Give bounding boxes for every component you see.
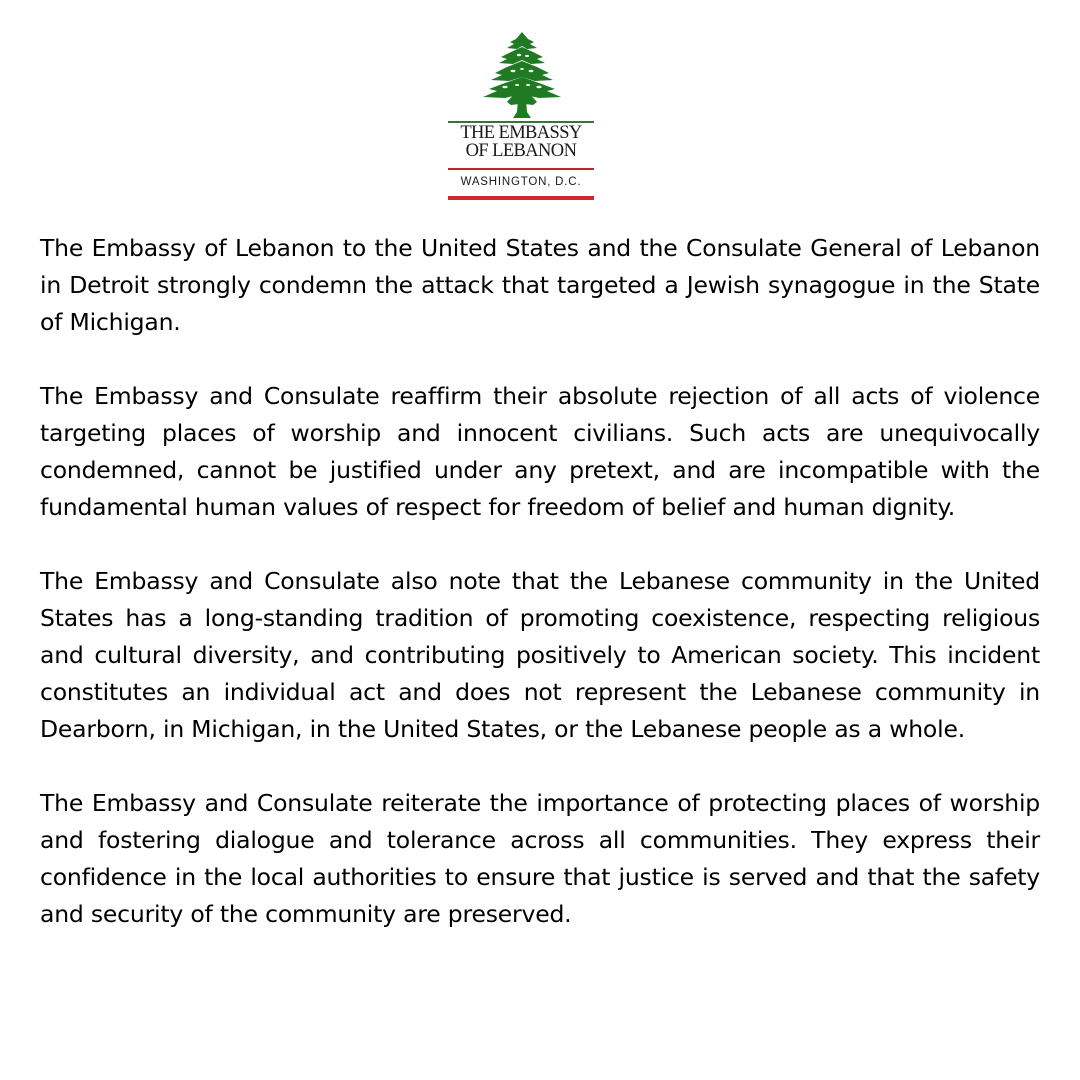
- statement-paragraph: The Embassy and Consulate also note that the Lebanese community in the United States has a long-standing tradition of promoting coexistence, respecting religious and cultural diversity, and contributing positively to American society. This incident constitutes an individual act and does not represent the Lebanese community in Dearborn, in Michigan, in the United States, or the Lebanese people as a whole.: [40, 567, 1040, 743]
- logo-rule-red-thick: [448, 196, 594, 200]
- logo-name-line1: THE EMBASSY: [460, 123, 582, 143]
- logo-rule-red-thin: [448, 168, 594, 170]
- statement-paragraph: The Embassy and Consulate reaffirm their absolute rejection of all acts of violence targeting places of worship and innocent civilians. Such acts are unequivocally condemned, cannot be justified under any pretext, and are incompatible with the fundamental human values of respect for freedom of belief and human dignity.: [40, 382, 1040, 521]
- logo-name-line2: OF LEBANON: [465, 141, 577, 161]
- cedar-tree-icon: [475, 30, 569, 122]
- logo-city: WASHINGTON, D.C.: [460, 176, 582, 188]
- embassy-logo: [447, 30, 597, 205]
- logo-embassy-name: [447, 124, 595, 160]
- statement-paragraph: The Embassy and Consulate reiterate the importance of protecting places of worship and fostering dialogue and tolerance across all communities. They express their confidence in the local authorities to ensure that justice is served and that the safety and security of the community are preserved.: [40, 789, 1040, 928]
- statement-body: [40, 230, 1040, 970]
- statement-paragraph: The Embassy of Lebanon to the United States and the Consulate General of Lebanon in Detroit strongly condemn the attack that targeted a Jewish synagogue in the State of Michigan.: [40, 234, 1040, 336]
